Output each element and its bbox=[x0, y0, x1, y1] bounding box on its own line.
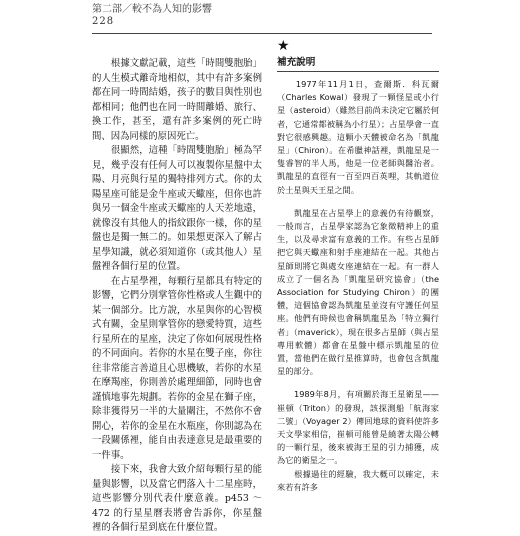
sidebar-paragraph: 1989年8月，有項關於海王星衛星——崔頓（Triton）的發現，該探測船「航海家二號」（Voyager 2）傳回地球的資料使許多天文學家相信，崔頓可能曾是繞著太陽公轉的一顆行星，後來被海王星的引力捕獲，成為它的衛星之一。 bbox=[277, 389, 439, 466]
main-text-column bbox=[92, 57, 262, 536]
running-header bbox=[92, 4, 432, 28]
sidebar-paragraph: 根據過往的經驗，我大概可以確定，未來若有許多 bbox=[277, 468, 439, 492]
sidebar-paragraph: 凱龍星在占星學上的意義仍有待觀察，一般而言，占星學家認為它象徵精神上的重生，以及尋求富有意義的工作。有些占星師把它與天蠍座和射手座連結在一起。其他占星師則將它與處女座連結在一起。有一群人成立了一個名為「凱龍星研究協會」（the Association for Studying Chiron）的團體，這個協會認為凱龍星並沒有守護任何星座。他們有時候也會稱凱龍星為「特立獨行者」（maverick），現在很多占星師（與占星專用軟體）都會在星盤中標示凱龍星的位置，當他們在做行星推算時，也會包含凱龍星的部分。 bbox=[277, 207, 439, 377]
page-number: 228 bbox=[92, 16, 115, 27]
body-paragraph: 根據文獻記載，這些「時間雙胞胎」的人生模式離奇地相似，其中有許多案例都在同一時間結婚，孩子的數目與性別也都相同；他們也在同一時間離婚、旅行、換工作，甚至，還有許多案例的死亡時間、因為同樣的原因死亡。 bbox=[92, 58, 262, 142]
sidebar-title: 補充說明 bbox=[277, 56, 439, 72]
body-paragraph: 在占星學裡，每顆行星都具有特定的影響，它們分別掌管你性格或人生觀中的某一個部分。比方說，水星與你的心智模式有關，金星則掌管你的戀愛特質，這些行星所在的星座，決定了你如何展現性格的不同面向。若你的水星在雙子座，你往往非常能言善道且心思機敏，若你的水星在摩羯座，你則善於處理細節，同時也會謹慎地事先規劃。若你的金星在獅子座，除非獲得另一半的大量關注，不然你不會開心，若你的金星在水瓶座，你則認為在一段關係裡，能自由表達意見是最重要的一件事。 bbox=[92, 275, 262, 461]
header-rule bbox=[92, 33, 432, 34]
chapter-title: 第二部／較不為人知的影響 bbox=[92, 4, 212, 15]
body-paragraph: 很顯然，這種「時間雙胞胎」極為罕見，幾乎沒有任何人可以複製你星盤中太陽、月亮與行星的獨特排列方式。你的太陽星座可能是金牛座或天蠍座，但你也許與另一個金牛座或天蠍座的人天差地遠，就像沒有其他人的指紋跟你一樣，你的星盤也是獨一無二的。如果想更深入了解占星學知識，就必須知道你（或其他人）星盤裡各個行星的位置。 bbox=[92, 145, 262, 272]
sidebar-box bbox=[277, 38, 439, 494]
star-icon: ★ bbox=[277, 38, 290, 54]
sidebar-paragraph: 1977年11月1日，查爾斯．科瓦爾（Charles Kowal）發現了一顆怪星或小行星（asteroid）（雖然目前尚未決定它屬於何者，它通常都被稱為小行星）；占星學會一直對它很感興趣。這顆小天體被命名為「凱龍星」（Chiron）。在希臘神話裡，凱龍星是一隻睿智的半人馬，他是一位老師與醫治者。凱龍星的直徑有一百至四百英哩，其軌道位於土星與天王星之間。 bbox=[277, 79, 439, 195]
body-paragraph: 接下來，我會大致介紹每顆行星的能量與影響，以及當它們落入十二星座時，這些影響分別代表什麼意義。p453 ～ 472 的行星星曆表將會告訴你，你星盤裡的各個行星到底在什麼位置。 bbox=[92, 464, 262, 533]
